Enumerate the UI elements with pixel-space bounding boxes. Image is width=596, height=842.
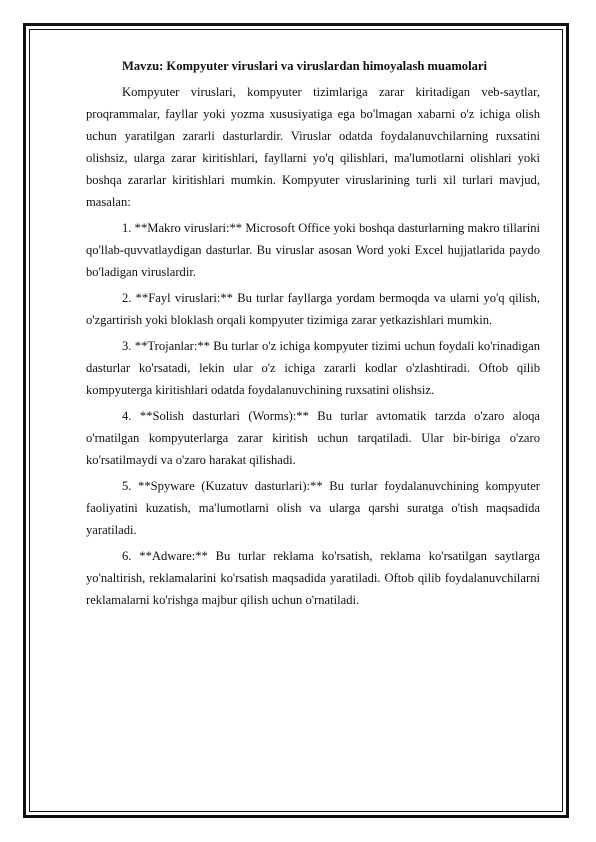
list-item-trojans: 3. **Trojanlar:** Bu turlar o'z ichiga kompyuter tizimi uchun foydali ko'rinadigan dasturlar ko'rsatadi, lekin ular o'z ichiga zararli kodlar o'zlashtiradi. Oftob qilib kompyuterga kiritishlari odatda foydalanuvchining ruxsatini olishsiz.	[86, 339, 540, 397]
document-title: Mavzu: Kompyuter viruslari va viruslardan himoyalash muamolari	[122, 59, 487, 73]
document-body	[86, 55, 540, 615]
list-item-worms: 4. **Solish dasturlari (Worms):** Bu turlar avtomatik tarzda o'zaro aloqa o'rnatilgan kompyuterlarga zarar kiritish uchun tarqatiladi. Ular bir-biriga o'zaro ko'rsatilmaydi va o'zaro harakat qilishadi.	[86, 409, 540, 467]
list-item-file-viruses: 2. **Fayl viruslari:** Bu turlar fayllarga yordam bermoqda va ularni yo'q qilish, o'zgartirish yoki bloklash orqali kompyuter tizimiga zarar yetkazishlari mumkin.	[86, 291, 540, 327]
list-item-spyware: 5. **Spyware (Kuzatuv dasturlari):** Bu turlar foydalanuvchining kompyuter faoliyatini kuzatish, ma'lumotlarni olish va ularga qarshi suratga o'tish maqsadida yaratiladi.	[86, 479, 540, 537]
list-item-macro-viruses: 1. **Makro viruslari:** Microsoft Office yoki boshqa dasturlarning makro tillarini qo'llab-quvvatlaydigan dasturlar. Bu viruslar asosan Word yoki Excel hujjatlarida paydo bo'ladigan viruslardir.	[86, 221, 540, 279]
list-item-adware: 6. **Adware:** Bu turlar reklama ko'rsatish, reklama ko'rsatilgan saytlarga yo'naltirish, reklamalarini ko'rsatish maqsadida yaratiladi. Oftob qilib foydalanuvchilarni reklamalarni ko'rishga majbur qilish uchun o'rnatiladi.	[86, 549, 540, 607]
intro-paragraph: Kompyuter viruslari, kompyuter tizimlariga zarar kiritadigan veb-saytlar, proqrammalar, fayllar yoki yozma xususiyatiga ega bo'lmagan xabarni o'z ichiga olish uchun yaratilgan zararli dasturlardir. Viruslar odatda foydalanuvchilarning ruxsatini olishsiz, ularga zarar kiritishlari, fayllarni yo'q qilishlari, ma'lumotlarni olishlari yoki boshqa zararlar kiritishlari mumkin. Kompyuter viruslarining turli xil turlari mavjud, masalan:	[86, 85, 540, 209]
